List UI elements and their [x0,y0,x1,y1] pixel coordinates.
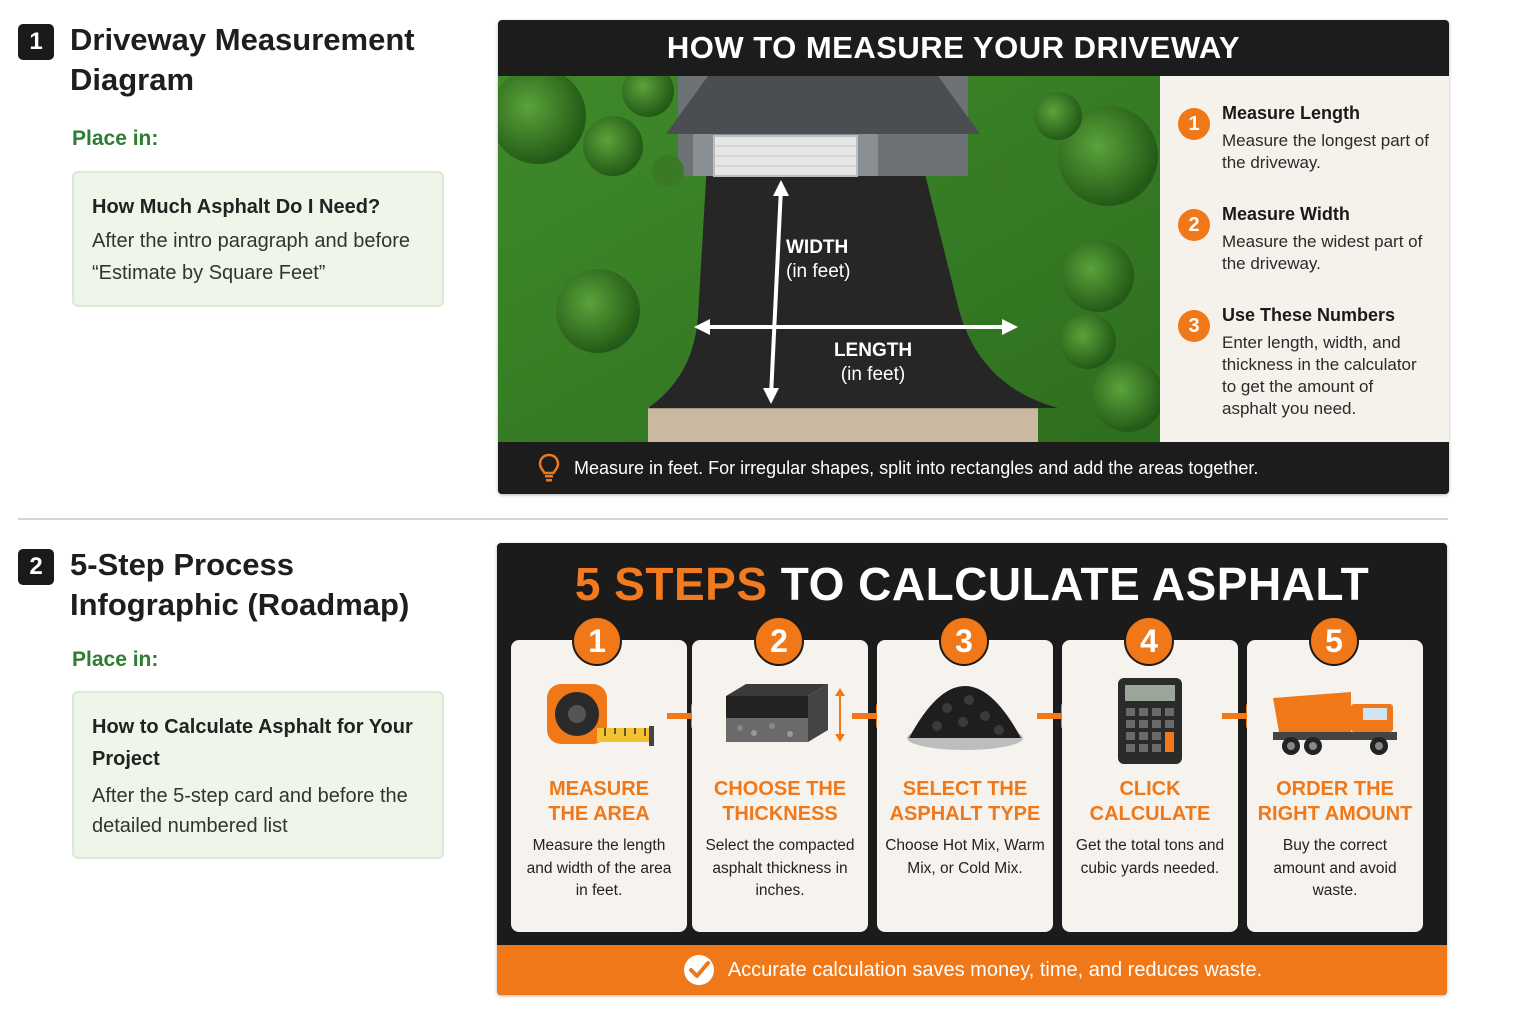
step-number-circle: 3 [939,616,989,666]
step-card [692,640,868,932]
section-title: Driveway Measurement Diagram [70,22,415,97]
width-label-unit: (in feet) [786,261,851,282]
five-steps-infographic [497,543,1447,995]
step-description: Measure the length and width of the area in feet. [526,837,672,899]
step-description: Get the total tons and cubic yards needed. [1075,837,1225,877]
tape-measure-icon [511,678,687,768]
place-in-label: Place in: [72,127,159,150]
step-title: Measure Width [1222,204,1350,224]
step-number: 3 [1178,310,1210,342]
driveway-illustration [498,76,1160,442]
width-label-title: WIDTH [786,237,849,258]
section-1-heading [18,20,470,100]
step-description: Buy the correct amount and avoid waste. [1273,837,1397,899]
place-in-label: Place in: [72,648,159,671]
benefit-bar [497,945,1447,995]
step-title: MEASURE THE AREA [548,778,650,825]
step-title: Use These Numbers [1222,305,1396,325]
benefit-text: Accurate calculation saves money, time, and reduces waste. [727,958,1263,981]
asphalt-pile-icon [877,678,1053,768]
asphalt-layer-icon [692,678,868,768]
step-title: Measure Length [1222,103,1361,123]
section-number-badge: 1 [18,24,54,60]
tip-bar [498,442,1449,494]
step-number-circle: 4 [1124,616,1174,666]
measure-step [1178,201,1432,275]
length-label-title: LENGTH [833,340,913,361]
measure-step [1178,302,1432,420]
title-highlight: 5 STEPS [574,558,768,610]
placement-card [72,171,444,307]
calculator-icon [1062,678,1238,768]
step-card [1062,640,1238,932]
placement-card-title: How Much Asphalt Do I Need? [92,196,381,218]
section-number-badge: 2 [18,549,54,585]
step-description: Measure the longest part of the driveway. [1222,131,1429,172]
placement-card [72,691,444,859]
title-rest: TO CALCULATE ASPHALT [780,558,1370,610]
measurement-steps-sidebar [1160,76,1449,442]
step-description: Measure the widest part of the driveway. [1222,232,1423,273]
section-divider [18,518,1448,520]
infographic-title [497,557,1447,611]
section-title: 5-Step Process Infographic (Roadmap) [70,547,410,622]
check-circle-icon [682,953,716,987]
placement-card-description: After the intro paragraph and before “Estimate by Square Feet” [92,230,410,284]
placement-card-title: How to Calculate Asphalt for Your Project [92,716,413,770]
step-card [1247,640,1423,932]
step-title: CLICK CALCULATE [1089,778,1211,825]
lightbulb-icon [538,453,560,483]
length-label [818,339,928,387]
measure-step [1178,100,1432,174]
step-number: 2 [1178,209,1210,241]
length-label-unit: (in feet) [840,364,906,385]
step-number-circle: 1 [572,616,622,666]
placement-card-description: After the 5-step card and before the detailed numbered list [92,785,408,837]
step-description: Select the compacted asphalt thickness in inches. [705,837,855,899]
dump-truck-icon [1247,678,1423,768]
step-number-circle: 5 [1309,616,1359,666]
step-card [877,640,1053,932]
step-number: 1 [1178,108,1210,140]
step-card [511,640,687,932]
step-description: Choose Hot Mix, Warm Mix, or Cold Mix. [885,837,1045,877]
step-title: SELECT THE ASPHALT TYPE [889,778,1041,825]
tip-text: Measure in feet. For irregular shapes, split into rectangles and add the areas together. [574,457,1259,478]
section-2-heading [18,545,470,625]
step-title: CHOOSE THE THICKNESS [713,778,847,825]
driveway-measurement-panel [498,20,1449,494]
width-label [786,236,866,284]
panel-title: HOW TO MEASURE YOUR DRIVEWAY [666,30,1241,65]
step-number-circle: 2 [754,616,804,666]
step-title: ORDER THE RIGHT AMOUNT [1257,778,1413,825]
step-description: Enter length, width, and thickness in the calculator to get the amount of asphalt you need. [1222,333,1417,418]
